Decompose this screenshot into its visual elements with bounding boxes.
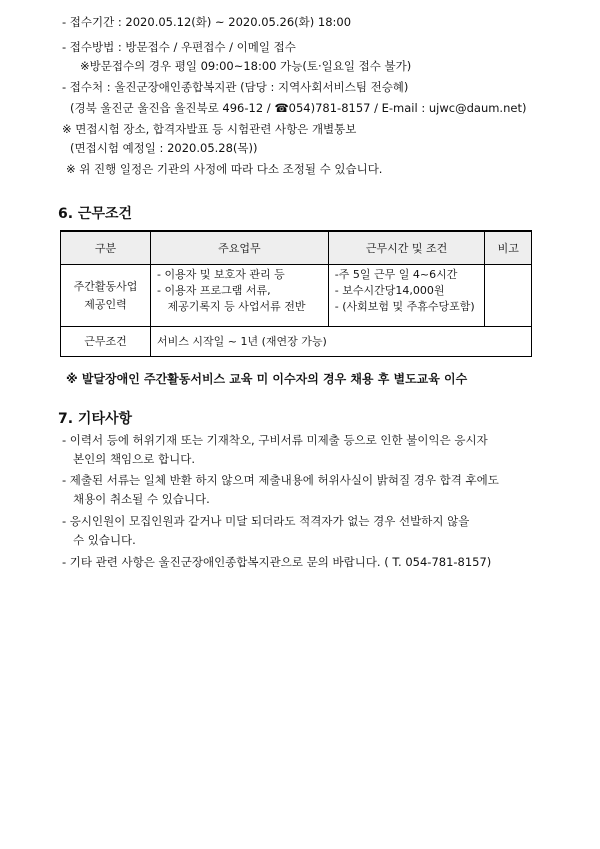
row-label-staff: 주간활동사업 제공인력: [61, 265, 151, 327]
row-work-terms-value: 서비스 시작일 ~ 1년 (재연장 가능): [151, 327, 532, 357]
header-remarks: 비고: [485, 231, 532, 265]
list-item: - 이력서 등에 허위기재 또는 기재착오, 구비서류 미제출 등으로 인한 불이익은 응시자: [62, 433, 488, 447]
interview-note: ※ 면접시험 장소, 합격자발표 등 시험관련 사항은 개별통보: [62, 122, 357, 136]
list-item: 수 있습니다.: [62, 533, 136, 547]
interview-date: (면접시험 예정일 : 2020.05.28(목)): [70, 141, 258, 155]
row-conditions: -주 5일 근무 일 4~6시간 - 보수시간당14,000원 - (사회보험 및 주휴수당포함): [328, 265, 485, 327]
table-header-row: [61, 231, 532, 265]
table-row: [61, 265, 532, 327]
list-item: - 기타 관련 사항은 울진군장애인종합복지관으로 문의 바랍니다. ( T. 054-781-8157): [62, 555, 492, 569]
header-duties: 주요업무: [151, 231, 329, 265]
list-item: 채용이 취소될 수 있습니다.: [62, 492, 210, 506]
training-notice: ※ 발달장애인 주간활동서비스 교육 미 이수자의 경우 채용 후 별도교육 이수: [66, 372, 468, 386]
work-conditions-table: [60, 230, 532, 357]
application-office: - 접수처 : 울진군장애인종합복지관 (담당 : 지역사회서비스팀 전승혜): [62, 80, 409, 94]
list-item: - 제출된 서류는 일체 반환 하지 않으며 제출내용에 허위사실이 밝혀질 경우 합격 후에도: [62, 473, 499, 487]
visit-note: ※방문접수의 경우 평일 09:00~18:00 가능(토·일요일 접수 불가): [80, 59, 412, 73]
application-method: - 접수방법 : 방문접수 / 우편접수 / 이메일 접수: [62, 40, 296, 54]
office-address: (경북 울진군 울진읍 울진북로 496-12 / ☎054)781-8157 / E-mail : ujwc@daum.net): [70, 101, 527, 115]
list-item: - 응시인원이 모집인원과 같거나 미달 되더라도 적격자가 없는 경우 선발하지 않을: [62, 514, 470, 528]
header-category: 구분: [61, 231, 151, 265]
section-6-title: 6. 근무조건: [58, 206, 133, 222]
section-7-title: 7. 기타사항: [58, 411, 133, 427]
list-item: 본인의 책임으로 합니다.: [62, 452, 196, 466]
header-conditions: 근무시간 및 조건: [328, 231, 485, 265]
schedule-note: ※ 위 진행 일정은 기관의 사정에 따라 다소 조정될 수 있습니다.: [66, 162, 383, 176]
application-period: - 접수기간 : 2020.05.12(화) ~ 2020.05.26(화) 18:00: [62, 15, 352, 29]
table-row: [61, 327, 532, 357]
row-remarks: [485, 265, 532, 327]
row-duties: - 이용자 및 보호자 관리 등 - 이용자 프로그램 서류, 제공기록지 등 사업서류 전반: [151, 265, 329, 327]
row-label-work-terms: 근무조건: [61, 327, 151, 357]
